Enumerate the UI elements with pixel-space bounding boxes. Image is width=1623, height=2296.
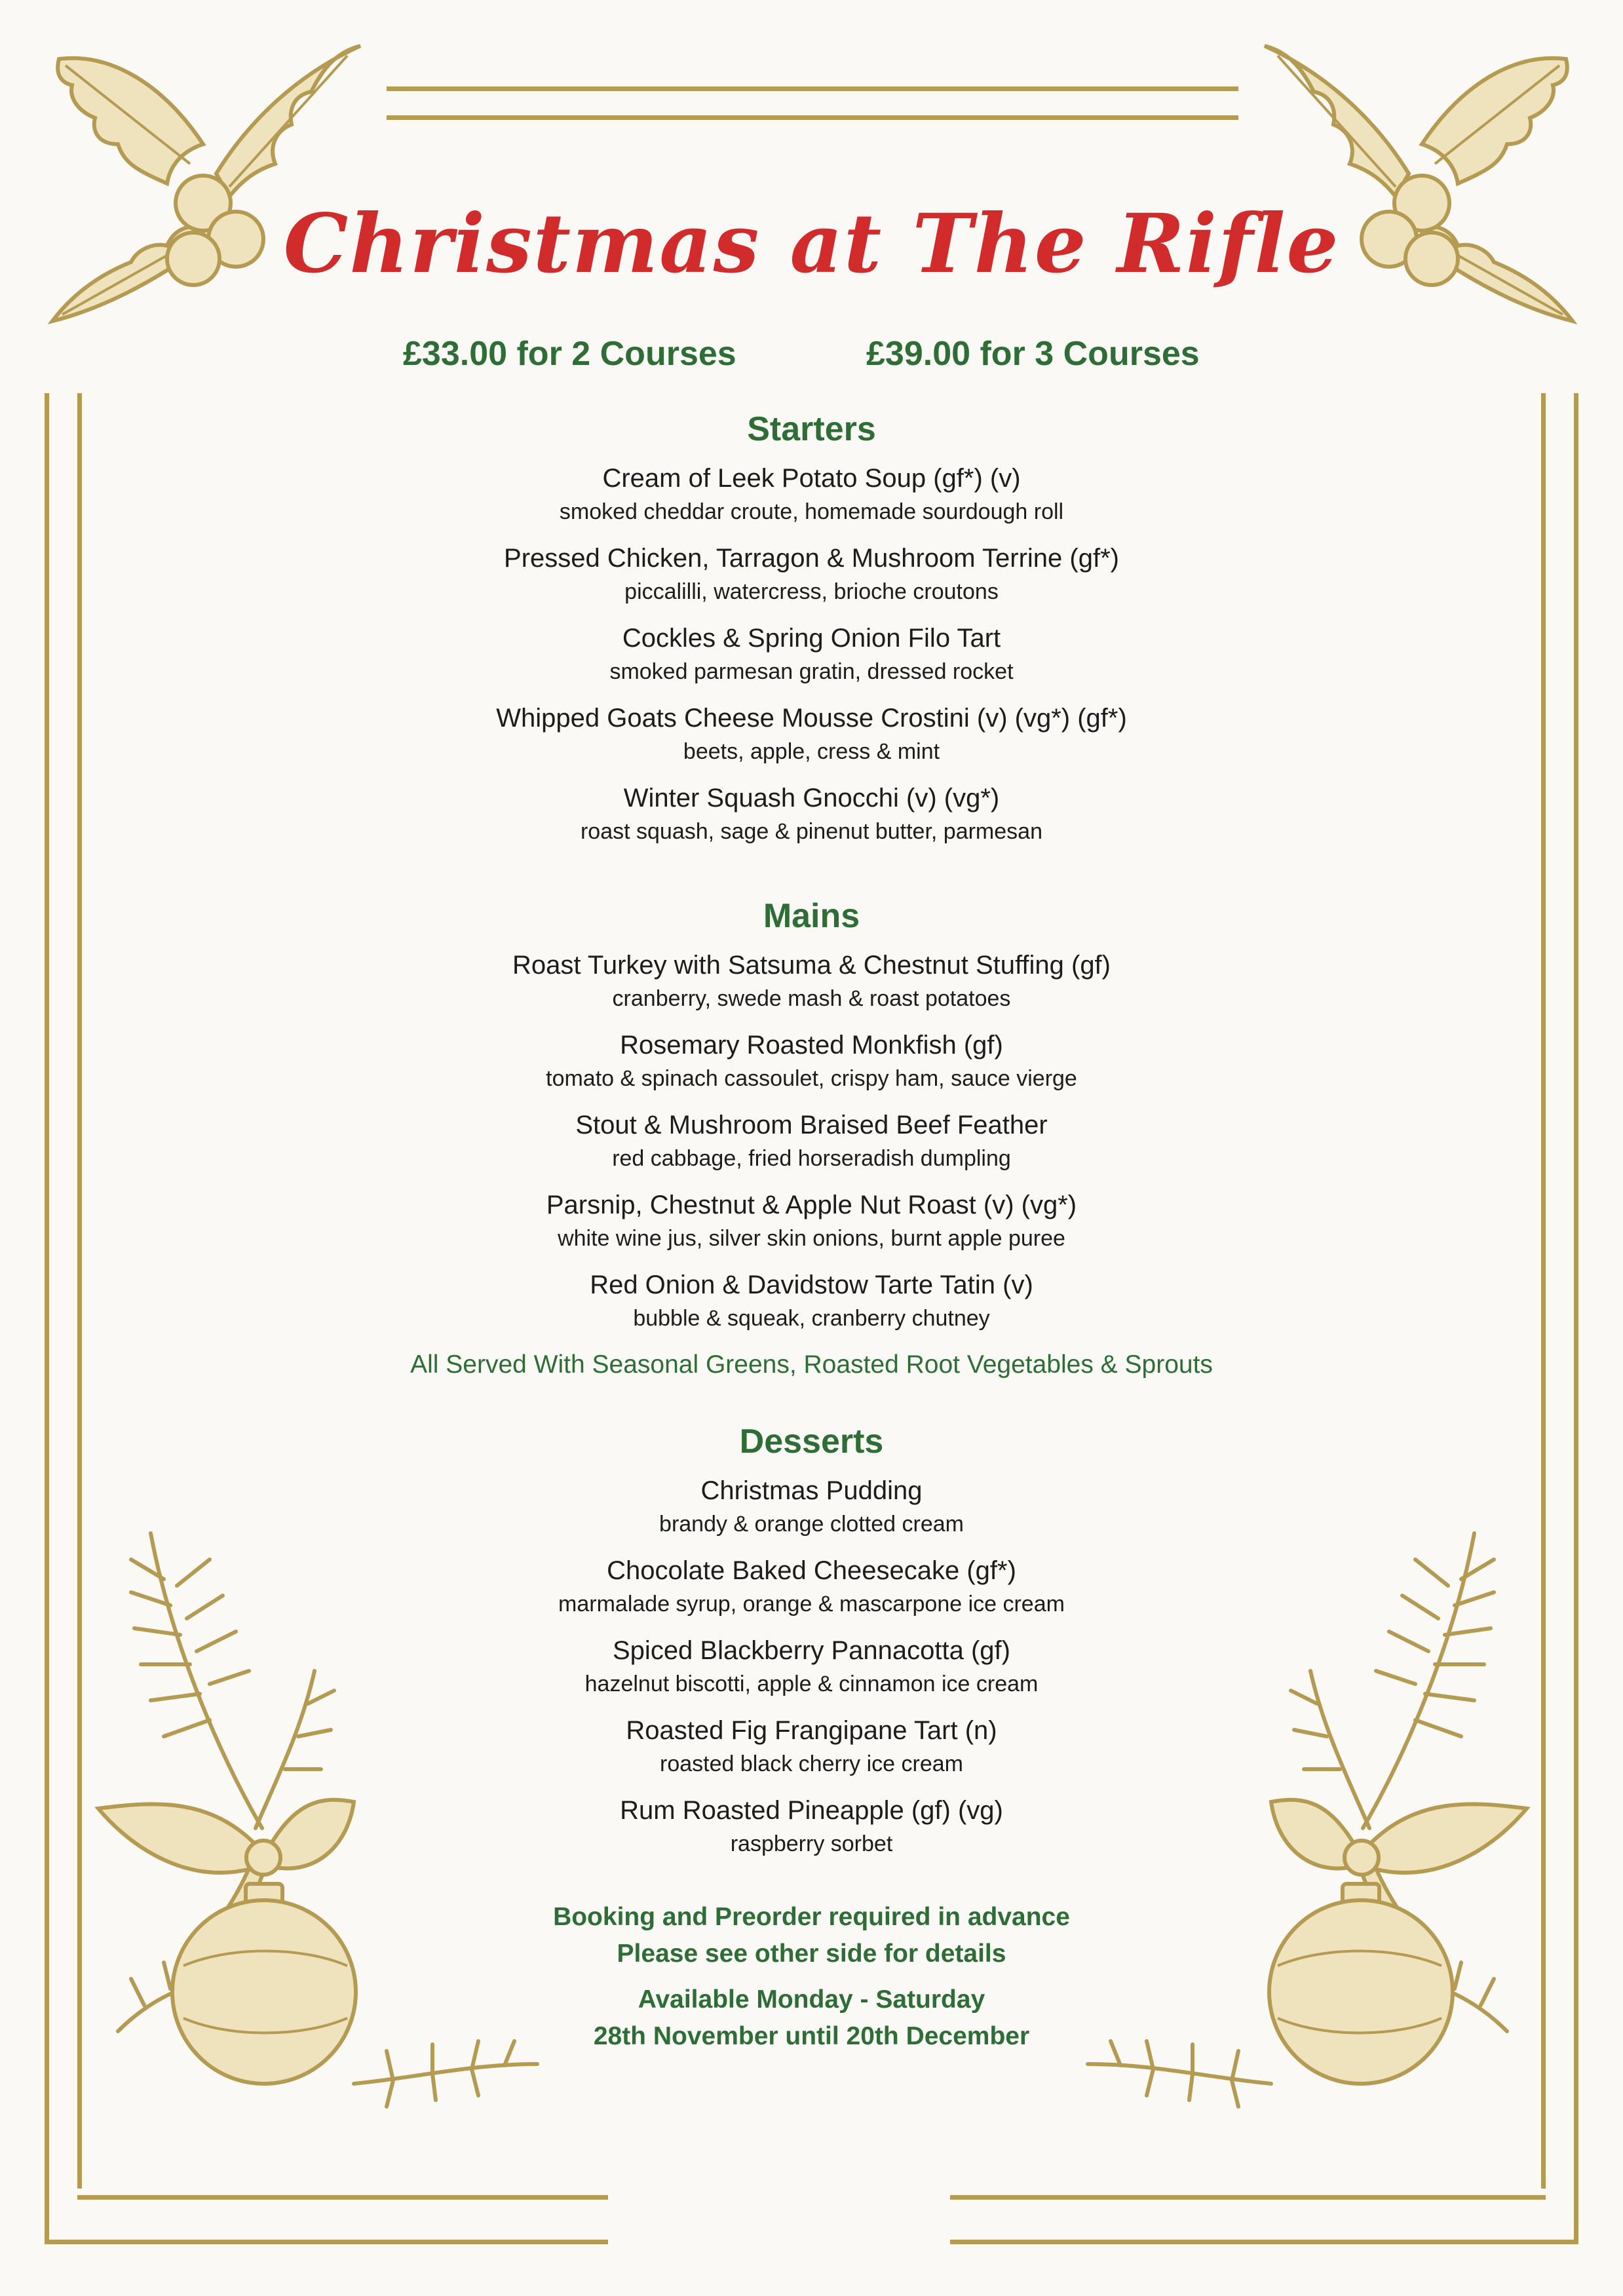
menu-item <box>0 1027 1623 1094</box>
bottom-right-line-1 <box>950 2195 1546 2200</box>
item-description: hazelnut biscotti, apple & cinnamon ice cream <box>584 1672 1039 1696</box>
booking-note: Booking and Preorder required in advance <box>553 1903 1070 1931</box>
mains-heading: Mains <box>763 897 860 935</box>
item-description: bubble & squeak, cranberry chutney <box>633 1306 990 1331</box>
item-description: brandy & orange clotted cream <box>659 1512 964 1537</box>
menu-item <box>0 1633 1623 1700</box>
menu-item <box>0 1553 1623 1620</box>
menu-item <box>0 461 1623 527</box>
starters-heading: Starters <box>747 410 876 448</box>
bottom-left-line-2 <box>45 2240 608 2244</box>
item-description: roasted black cherry ice cream <box>660 1751 963 1776</box>
desserts-section <box>0 1422 1623 1873</box>
see-other-side-note: Please see other side for details <box>617 1940 1006 1968</box>
bottom-right-line-2 <box>950 2240 1578 2244</box>
item-description: beets, apple, cress & mint <box>683 739 940 764</box>
menu-item <box>0 1107 1623 1174</box>
item-name: Roast Turkey with Satsuma & Chestnut Stuffing (gf) <box>512 951 1111 980</box>
menu-item <box>0 1473 1623 1540</box>
menu-title: Christmas at The Rifle <box>283 197 1340 292</box>
item-name: Spiced Blackberry Pannacotta (gf) <box>613 1636 1010 1665</box>
item-name: Rum Roasted Pineapple (gf) (vg) <box>620 1796 1003 1825</box>
item-name: Rosemary Roasted Monkfish (gf) <box>620 1031 1003 1060</box>
booking-footer <box>0 1899 1623 2055</box>
starters-section <box>0 410 1623 860</box>
item-description: piccalilli, watercress, brioche croutons <box>624 579 999 604</box>
menu-item <box>0 700 1623 767</box>
item-description: cranberry, swede mash & roast potatoes <box>612 986 1011 1011</box>
menu-item <box>0 780 1623 847</box>
top-border-line-1 <box>387 86 1238 91</box>
menu-item <box>0 621 1623 687</box>
availability-dates: 28th November until 20th December <box>593 2022 1030 2050</box>
item-name: Roasted Fig Frangipane Tart (n) <box>626 1716 997 1745</box>
menu-item <box>0 541 1623 607</box>
item-name: Whipped Goats Cheese Mousse Crostini (v) (vg*) (gf*) <box>496 704 1127 733</box>
menu-item <box>0 947 1623 1014</box>
price-two-courses: £33.00 for 2 Courses <box>403 335 736 373</box>
item-name: Christmas Pudding <box>700 1476 923 1505</box>
availability-days: Available Monday - Saturday <box>638 1985 985 2014</box>
item-name: Stout & Mushroom Braised Beef Feather <box>575 1111 1048 1139</box>
price-three-courses: £39.00 for 3 Courses <box>866 335 1200 373</box>
bottom-left-line-1 <box>77 2195 608 2200</box>
menu-item <box>0 1793 1623 1860</box>
item-description: marmalade syrup, orange & mascarpone ice cream <box>558 1592 1065 1617</box>
item-name: Chocolate Baked Cheesecake (gf*) <box>607 1556 1016 1585</box>
item-description: smoked cheddar croute, homemade sourdough roll <box>559 499 1064 524</box>
item-description: tomato & spinach cassoulet, crispy ham, sauce vierge <box>546 1066 1077 1091</box>
top-border-line-2 <box>387 115 1238 120</box>
menu-item <box>0 1267 1623 1334</box>
item-name: Cream of Leek Potato Soup (gf*) (v) <box>602 464 1021 493</box>
item-description: roast squash, sage & pinenut butter, parmesan <box>580 819 1042 844</box>
menu-item <box>0 1187 1623 1254</box>
item-description: red cabbage, fried horseradish dumpling <box>612 1146 1011 1171</box>
item-name: Parsnip, Chestnut & Apple Nut Roast (v) (vg*) <box>546 1191 1077 1219</box>
served-with-note: All Served With Seasonal Greens, Roasted Root Vegetables & Sprouts <box>410 1350 1213 1379</box>
item-description: raspberry sorbet <box>730 1831 893 1856</box>
desserts-heading: Desserts <box>739 1423 884 1461</box>
item-name: Red Onion & Davidstow Tarte Tatin (v) <box>590 1271 1033 1299</box>
item-name: Winter Squash Gnocchi (v) (vg*) <box>623 784 1000 813</box>
mains-section <box>0 896 1623 1383</box>
item-description: smoked parmesan gratin, dressed rocket <box>609 659 1014 684</box>
item-description: white wine jus, silver skin onions, burnt apple puree <box>558 1226 1065 1251</box>
item-name: Pressed Chicken, Tarragon & Mushroom Terrine (gf*) <box>504 544 1119 573</box>
menu-item <box>0 1713 1623 1780</box>
item-name: Cockles & Spring Onion Filo Tart <box>622 624 1001 653</box>
